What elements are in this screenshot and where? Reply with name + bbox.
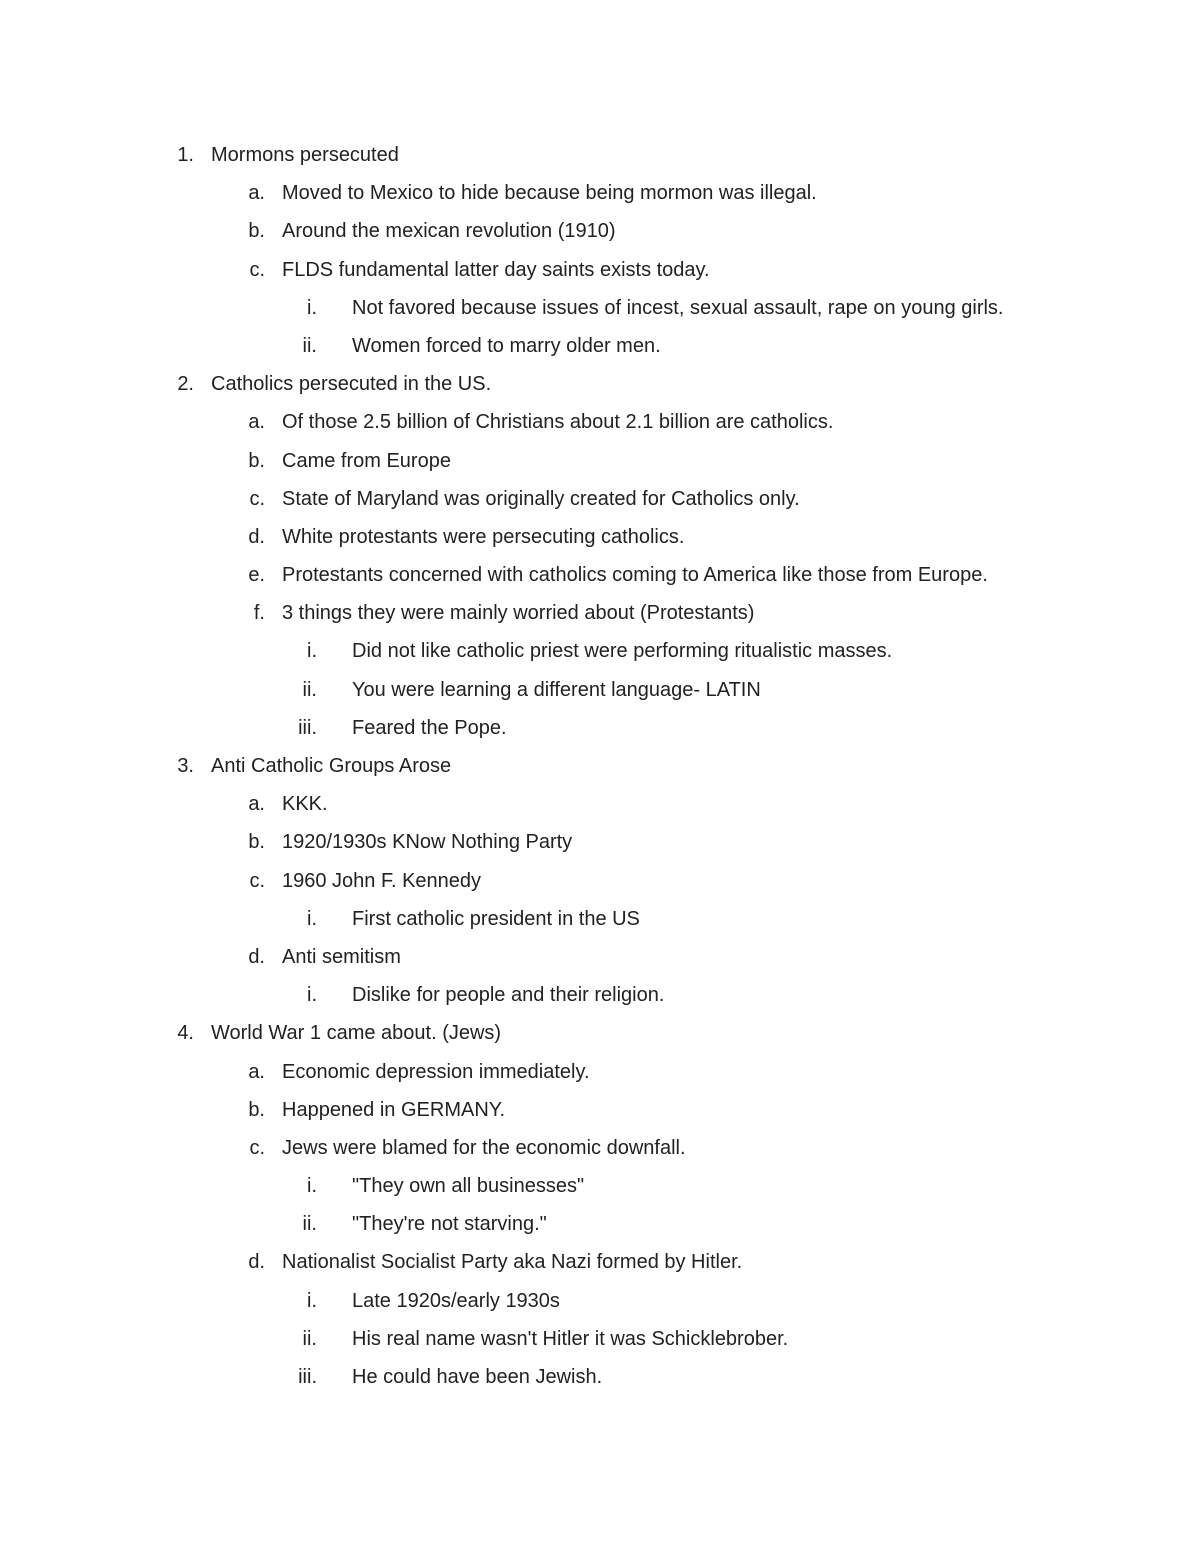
list-item-text: Of those 2.5 billion of Christians about 2.1 billion are catholics.	[282, 411, 834, 434]
list-marker: d.	[248, 525, 265, 548]
outline-subitem	[0, 1053, 1200, 1091]
outline-subitem	[0, 862, 1200, 900]
list-marker: a.	[248, 1060, 265, 1083]
list-item-text: Anti Catholic Groups Arose	[211, 755, 452, 777]
list-marker: d.	[248, 945, 265, 968]
list-marker: ii.	[302, 1213, 317, 1236]
outline-subsubitem	[0, 289, 1200, 327]
list-item-text: Around the mexican revolution (1910)	[282, 220, 616, 243]
list-item-text: Dislike for people and their religion.	[352, 984, 665, 1007]
outline-subitem	[0, 403, 1200, 441]
list-marker: 3.	[177, 755, 194, 777]
list-item-text: World War 1 came about. (Jews)	[211, 1022, 502, 1045]
list-marker: a.	[248, 182, 265, 205]
list-marker: ii.	[302, 1327, 317, 1350]
outline-subsubitem	[0, 976, 1200, 1014]
list-item-text: Feared the Pope.	[352, 716, 507, 739]
list-marker: d.	[248, 1251, 265, 1274]
list-item-text: "They're not starving."	[352, 1213, 547, 1236]
list-marker: c.	[249, 1136, 265, 1159]
outline-subitem	[0, 556, 1200, 594]
list-item-text: 3 things they were mainly worried about (Protestants)	[282, 602, 755, 625]
list-marker: f.	[253, 602, 265, 625]
list-item-text: Catholics persecuted in the US.	[211, 373, 492, 396]
outline-item	[0, 747, 1200, 785]
list-item-text: Nationalist Socialist Party aka Nazi formed by Hitler.	[282, 1251, 743, 1274]
outline-subsubitem	[0, 709, 1200, 747]
outline-subsubitem	[0, 1167, 1200, 1205]
list-marker: 1.	[177, 144, 194, 166]
list-item-text: 1960 John F. Kennedy	[282, 869, 482, 892]
list-item-text: Women forced to marry older men.	[352, 334, 661, 357]
outline-subsubitem	[0, 1205, 1200, 1243]
outline-subitem	[0, 938, 1200, 976]
outline-subitem	[0, 1091, 1200, 1129]
list-marker: a.	[248, 793, 265, 816]
outline-subitem	[0, 785, 1200, 823]
list-item-text: FLDS fundamental latter day saints exists today.	[282, 258, 710, 281]
outline-item	[0, 136, 1200, 174]
outline-subsubitem	[0, 632, 1200, 670]
list-marker: i.	[307, 640, 317, 663]
list-marker: iii.	[298, 1366, 317, 1388]
list-marker: ii.	[302, 678, 317, 701]
list-item-text: Protestants concerned with catholics coming to America like those from Europe.	[282, 564, 988, 587]
list-marker: 2.	[177, 373, 194, 396]
list-item-text: Came from Europe	[282, 449, 451, 472]
outline-subitem	[0, 212, 1200, 250]
outline-subsubitem	[0, 671, 1200, 709]
outline-item	[0, 365, 1200, 403]
list-marker: i.	[307, 984, 317, 1007]
outline-subitem	[0, 518, 1200, 556]
list-item-text: He could have been Jewish.	[352, 1366, 603, 1388]
list-marker: c.	[249, 258, 265, 281]
list-marker: i.	[307, 1175, 317, 1198]
list-marker: b.	[248, 449, 265, 472]
outline-subsubitem	[0, 900, 1200, 938]
list-item-text: Late 1920s/early 1930s	[352, 1289, 560, 1312]
list-item-text: Happened in GERMANY.	[282, 1098, 506, 1121]
outline-subsubitem	[0, 1358, 1200, 1396]
outline-subsubitem	[0, 1320, 1200, 1358]
outline-subitem	[0, 480, 1200, 518]
list-item-text: First catholic president in the US	[352, 907, 640, 930]
list-marker: b.	[248, 220, 265, 243]
list-item-text: Not favored because issues of incest, sexual assault, rape on young girls.	[352, 296, 1004, 319]
outline-subsubitem	[0, 327, 1200, 365]
outline-subitem	[0, 1243, 1200, 1281]
outline-item	[0, 1014, 1200, 1052]
list-item-text: State of Maryland was originally created for Catholics only.	[282, 487, 800, 510]
outline-subitem	[0, 174, 1200, 212]
list-marker: b.	[248, 1098, 265, 1121]
list-marker: c.	[249, 869, 265, 892]
list-marker: b.	[248, 831, 265, 854]
outline-subitem	[0, 251, 1200, 289]
list-item-text: Economic depression immediately.	[282, 1060, 590, 1083]
list-marker: c.	[249, 487, 265, 510]
list-marker: 4.	[177, 1022, 194, 1045]
list-marker: a.	[248, 411, 265, 434]
list-item-text: Mormons persecuted	[211, 144, 399, 166]
outline-subitem	[0, 1129, 1200, 1167]
list-item-text: His real name wasn't Hitler it was Schicklebrober.	[352, 1327, 789, 1350]
outline-subitem	[0, 823, 1200, 861]
list-item-text: KKK.	[282, 793, 328, 816]
list-marker: i.	[307, 296, 317, 319]
list-item-text: "They own all businesses"	[352, 1175, 585, 1198]
list-item-text: Anti semitism	[282, 945, 401, 968]
list-item-text: Moved to Mexico to hide because being mormon was illegal.	[282, 182, 817, 205]
list-marker: ii.	[302, 334, 317, 357]
outline-subitem	[0, 594, 1200, 632]
list-item-text: White protestants were persecuting catholics.	[282, 525, 685, 548]
list-marker: i.	[307, 907, 317, 930]
list-item-text: Jews were blamed for the economic downfall.	[282, 1136, 686, 1159]
list-item-text: 1920/1930s KNow Nothing Party	[282, 831, 573, 854]
list-marker: i.	[307, 1289, 317, 1312]
outline-subsubitem	[0, 1282, 1200, 1320]
document-page	[0, 136, 1200, 1396]
list-item-text: Did not like catholic priest were performing ritualistic masses.	[352, 640, 893, 663]
list-marker: e.	[248, 564, 265, 587]
list-marker: iii.	[298, 716, 317, 739]
outline-subitem	[0, 442, 1200, 480]
list-item-text: You were learning a different language- LATIN	[352, 678, 761, 701]
